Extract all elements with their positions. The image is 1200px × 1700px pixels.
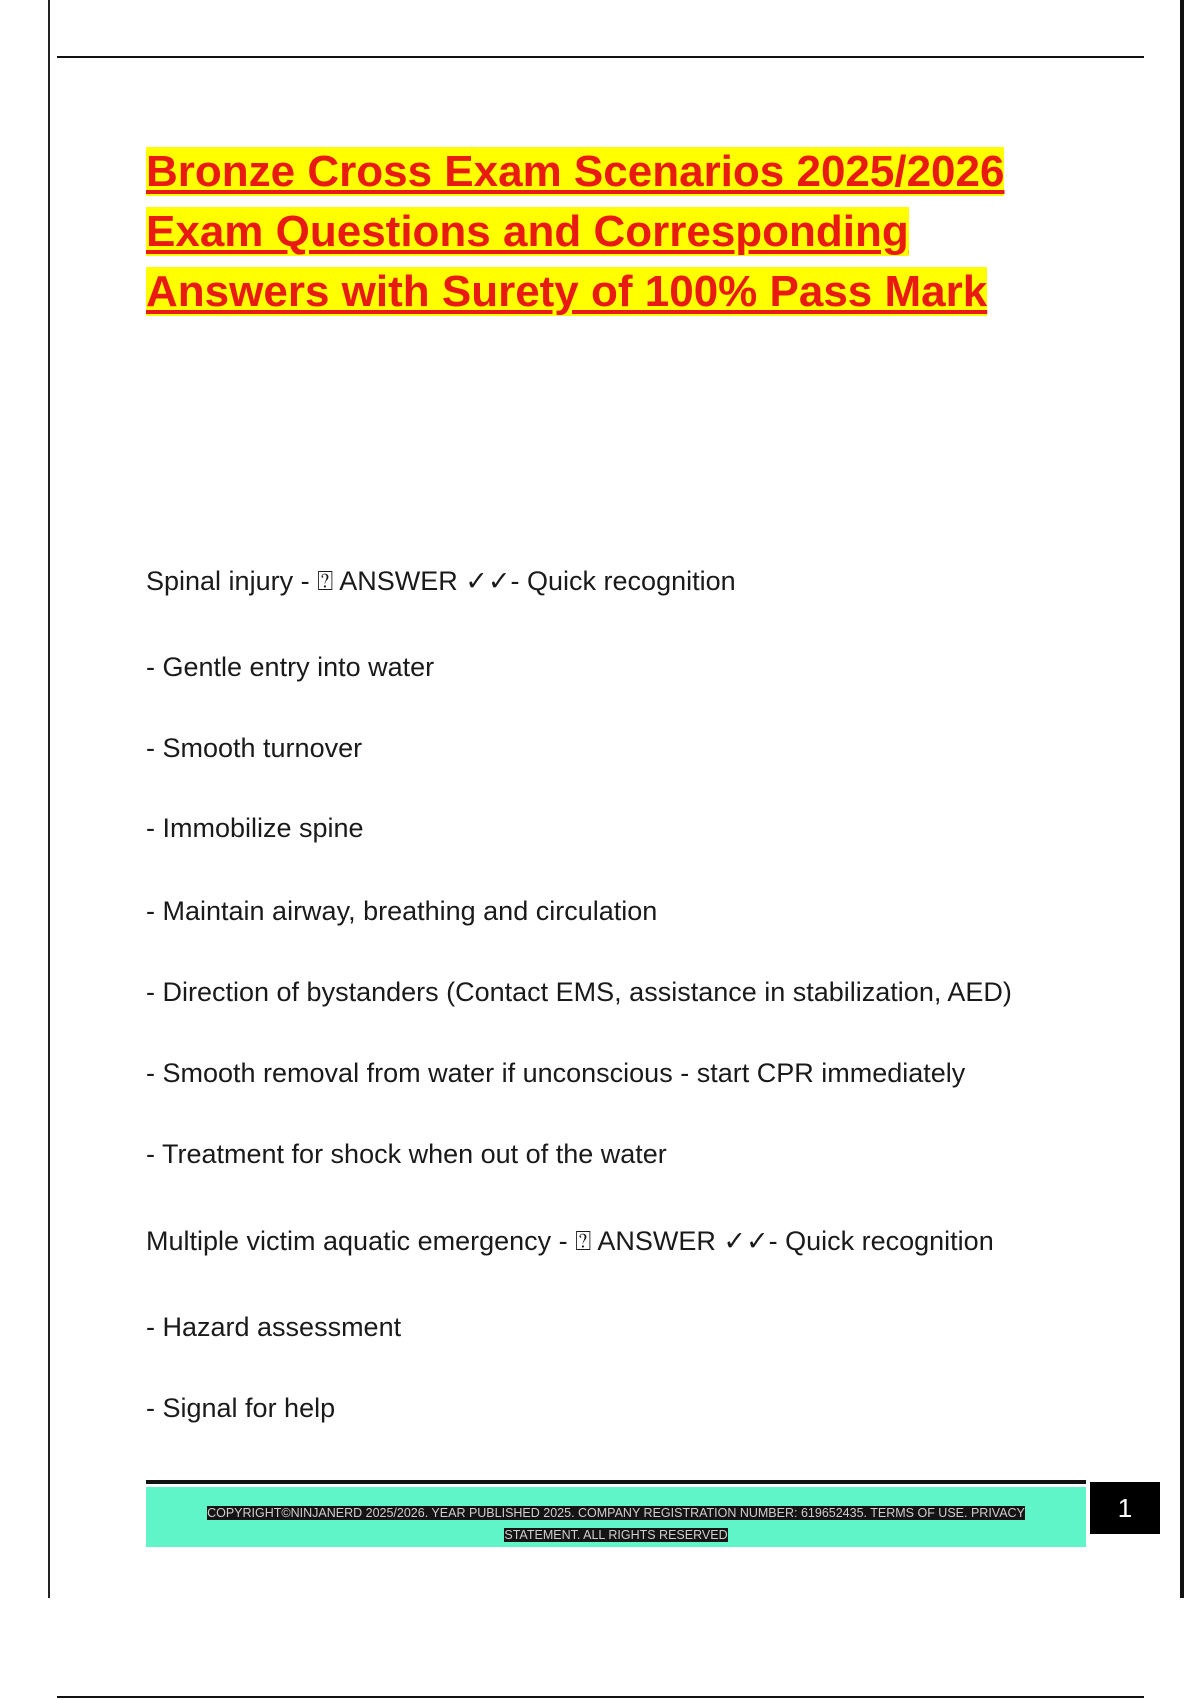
footer-copyright-text: COPYRIGHT©NINJANERD 2025/2026. YEAR PUBLISHED 2025. COMPANY REGISTRATION NUMBER: 619652435. TERMS OF USE. PRIVACY STATEMENT. ALL RIGHTS RESERVED — [207, 1506, 1025, 1542]
page-border-right — [1180, 0, 1184, 1598]
page-border-left — [48, 0, 50, 1598]
document-title-text: Bronze Cross Exam Scenarios 2025/2026 Exam Questions and Corresponding Answers with Surety of 100% Pass Mark — [146, 147, 1005, 316]
footer-copyright — [172, 1502, 1060, 1546]
question-line: Spinal injury - ⍰ ANSWER ✓✓- Quick recognition — [146, 566, 736, 596]
answer-line: - Signal for help — [146, 1393, 336, 1423]
answer-line: - Maintain airway, breathing and circulation — [146, 896, 658, 926]
answer-line: - Direction of bystanders (Contact EMS, assistance in stabilization, AED) — [146, 977, 1012, 1007]
document-title — [146, 142, 1086, 322]
footer-rule — [146, 1480, 1086, 1484]
bottom-rule — [57, 1696, 1144, 1698]
question-line: Multiple victim aquatic emergency - ⍰ ANSWER ✓✓- Quick recognition — [146, 1226, 994, 1256]
page-number: 1 — [1090, 1482, 1160, 1534]
answer-line: - Treatment for shock when out of the water — [146, 1139, 667, 1169]
answer-line: - Gentle entry into water — [146, 652, 435, 682]
answer-line: - Smooth removal from water if unconscious - start CPR immediately — [146, 1058, 966, 1088]
answer-line: - Hazard assessment — [146, 1312, 402, 1342]
header-rule — [57, 56, 1144, 58]
answer-line: - Immobilize spine — [146, 813, 364, 843]
answer-line: - Smooth turnover — [146, 733, 363, 763]
